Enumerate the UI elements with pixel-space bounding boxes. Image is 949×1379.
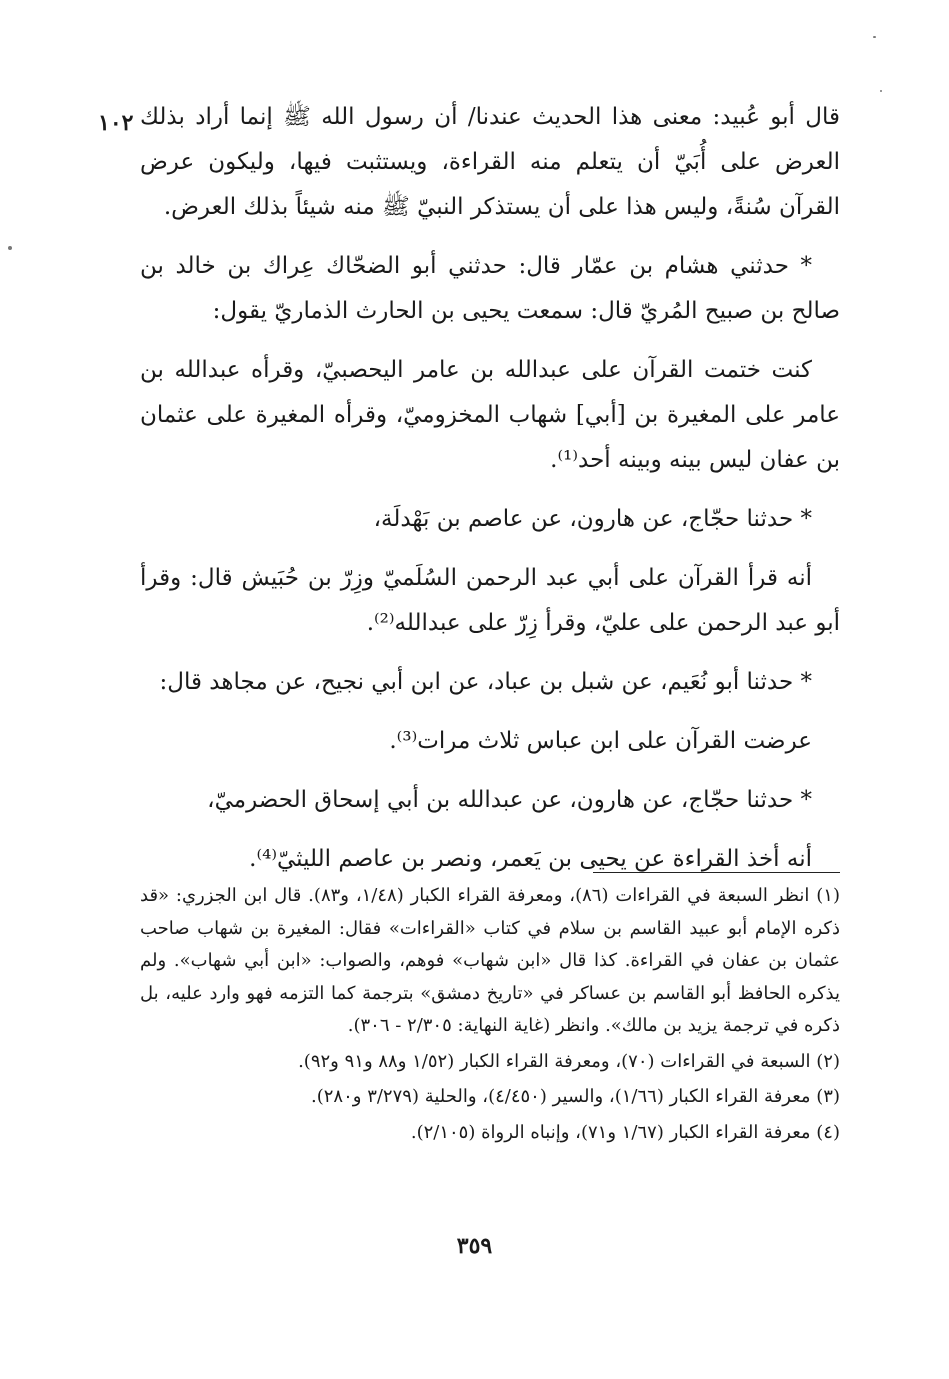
paragraph-isnad-hajjaj-abdullah: * حدثنا حجّاج، عن هارون، عن عبدالله بن أبي إسحاق الحضرميّ،: [207, 787, 812, 813]
footnote-2: (٢) السبعة في القراءات (٧٠)، ومعرفة القراء الكبار (١/٥٢ و٨٨ و٩١ و٩٢).: [298, 1050, 840, 1072]
paragraph-isnad-hajjaj-asim: * حدثنا حجّاج، عن هارون، عن عاصم بن بَهْدلَة،: [373, 506, 812, 532]
paragraph-isnad-abu-nuaym: * حدثنا أبو نُعَيم، عن شبل بن عباد، عن ابن أبي نجيح، عن مجاهد قال:: [159, 669, 812, 695]
paragraph-isnad-hisham: * حدثني هشام بن عمّار قال: حدثني أبو الضحّاك عِراك بن خالد بن صالح بن صبيح المُريّ قال: سمعت يحيى بن الحارث الذماريّ يقول:: [140, 253, 840, 324]
paragraph-report-abdullah: أنه أخذ القراءة عن يحيى بن يَعمر، ونصر بن عاصم الليثيّ⁽⁴⁾.: [249, 846, 812, 872]
footnotes: [140, 880, 840, 1152]
footnote-4: (٤) معرفة القراء الكبار (١/٦٧ و٧١)، وإنباه الرواة (٢/١٠٥).: [410, 1121, 840, 1143]
footnote-1: (١) انظر السبعة في القراءات (٨٦)، ومعرفة القراء الكبار (١/٤٨، و٨٣). قال ابن الجزري: «قد ذكره الإمام أبو عبيد القاسم بن سلام في كتاب «القراءات» فقال: المغيرة بن شهاب صاحب عثمان بن عفان في القراءة. كذا قال «ابن شهاب» فوهم، والصواب: «ابن أبي شهاب». ولم يذكره الحافظ أبو القاسم بن عساكر في «تاريخ دمشق» بترجمة كما التزمه فهو وارد عليه، بل ذكره في ترجمة يزيد بن مالك». وانظر (غاية النهاية: ٢/٣٠٥ - ٣٠٦).: [140, 885, 840, 1036]
margin-page-reference: ١٠٢: [98, 110, 134, 136]
paragraph-report-asim: أنه قرأ القرآن على أبي عبد الرحمن السُلَميّ وزِرّ بن حُبَيش قال: وقرأ أبو عبد الرحمن على عليّ، وقرأ زِرّ على عبدالله⁽²⁾.: [140, 565, 840, 636]
scan-speck: [880, 90, 882, 92]
footnote-divider: [593, 872, 840, 873]
footnote-3: (٣) معرفة القراء الكبار (١/٦٦)، والسير (٤/٤٥٠)، والحلية (٣/٢٧٩ و٢٨٠).: [311, 1086, 840, 1107]
paragraph-report-yahya: كنت ختمت القرآن على عبدالله بن عامر اليحصبيّ، وقرأه عبدالله بن عامر على المغيرة بن [أبي] شهاب المخزوميّ، وقرأه المغيرة على عثمان بن عفان ليس بينه وبينه أحد⁽¹⁾.: [140, 357, 840, 473]
paragraph-report-mujahid: عرضت القرآن على ابن عباس ثلاث مرات⁽³⁾.: [389, 728, 812, 754]
scan-speck: [873, 36, 876, 38]
paragraph-abu-ubayd-comment: قال أبو عُبيد: معنى هذا الحديث عندنا/ أن رسول الله ﷺ إنما أراد بذلك العرض على أُبَيّ أن يتعلم منه القراءة، ويستثبت فيها، وليكون عرض القرآن سُنةً، وليس هذا على أن يستذكر النبيّ ﷺ منه شيئاً بذلك العرض.: [140, 104, 840, 220]
scan-speck: [8, 246, 12, 250]
main-text: [140, 95, 840, 896]
page-number: ٣٥٩: [456, 1233, 493, 1259]
